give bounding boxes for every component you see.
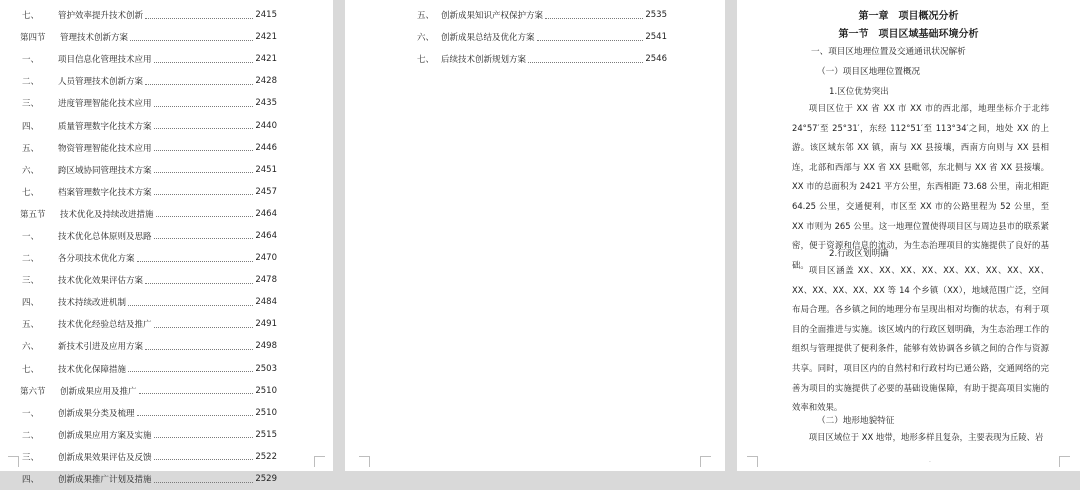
toc-entry-number: 三、: [22, 276, 40, 287]
toc-dot-leader: [154, 186, 254, 195]
toc-entry[interactable]: [345, 26, 725, 48]
toc-entry[interactable]: [0, 48, 333, 70]
heading-level-2: （一）项目区地理位置概况: [817, 67, 921, 77]
toc-entry-number: 三、: [22, 99, 40, 110]
toc-page-number: 2491: [255, 319, 277, 330]
page-footer-mark: .: [929, 457, 931, 464]
toc-section-entry[interactable]: [0, 26, 333, 48]
page-corner-mark: [359, 456, 370, 467]
toc-entry[interactable]: [0, 181, 333, 203]
toc-entry-number: 三、: [22, 452, 40, 463]
toc-entry-number: 第五节: [20, 209, 46, 220]
toc-dot-leader: [128, 297, 253, 306]
toc-entry-number: 四、: [22, 121, 40, 132]
toc-entry-title: 管护效率提升技术创新: [58, 11, 144, 22]
toc-page-number: 2510: [255, 385, 277, 396]
toc-page-number: 2464: [255, 230, 277, 241]
toc-entry-title: 跨区域协同管理技术方案: [58, 165, 152, 176]
toc-entry[interactable]: [0, 446, 333, 468]
toc-dot-leader: [139, 385, 254, 394]
toc-page-number: 2515: [255, 429, 277, 440]
page-corner-mark: [747, 456, 758, 467]
toc-dot-leader: [145, 76, 253, 85]
page-corner-mark: [1059, 456, 1070, 467]
document-page-3: [737, 0, 1080, 471]
toc-entry-number: 五、: [22, 143, 40, 154]
toc-dot-leader: [156, 208, 254, 217]
toc-page-number: 2535: [645, 10, 667, 21]
toc-dot-leader: [528, 54, 643, 63]
toc-entry-title: 技术优化及持续改进措施: [60, 209, 154, 220]
toc-page-number: 2464: [255, 208, 277, 219]
toc-entry-title: 技术优化效果评估方案: [58, 276, 144, 287]
toc-entry[interactable]: [0, 402, 333, 424]
toc-entry[interactable]: [0, 468, 333, 490]
toc-page-number: 2451: [255, 164, 277, 175]
toc-page-number: 2510: [255, 407, 277, 418]
toc-page-number: 2415: [255, 10, 277, 21]
toc-dot-leader: [154, 98, 254, 107]
toc-page-number: 2546: [645, 54, 667, 65]
toc-entry-title: 各分项技术优化方案: [58, 254, 135, 265]
toc-dot-leader: [545, 10, 643, 19]
toc-entry-title: 创新成果应用方案及实施: [58, 430, 152, 441]
toc-page-number: 2435: [255, 98, 277, 109]
page-corner-mark: [700, 456, 711, 467]
toc-dot-leader: [154, 451, 254, 460]
toc-dot-leader: [145, 341, 253, 350]
document-page-2: [345, 0, 725, 471]
toc-entry-title: 新技术引进及应用方案: [58, 342, 144, 353]
toc-entry-number: 七、: [22, 11, 40, 22]
body-paragraph: [792, 261, 1049, 418]
chapter-title: 第一章 项目概况分析: [858, 11, 959, 22]
toc-entry-number: 第六节: [20, 386, 46, 397]
toc-entry-number: 一、: [22, 231, 40, 242]
toc-page-number: 2478: [255, 275, 277, 286]
toc-page-number: 2541: [645, 32, 667, 43]
toc-entry[interactable]: [0, 358, 333, 380]
toc-dot-leader: [128, 363, 253, 372]
toc-entry-title: 技术优化保障措施: [58, 364, 127, 375]
toc-dot-leader: [154, 142, 254, 151]
toc-entry-number: 七、: [417, 55, 435, 66]
toc-dot-leader: [137, 253, 254, 262]
toc-dot-leader: [145, 10, 253, 19]
toc-dot-leader: [154, 54, 254, 63]
toc-section-entry[interactable]: [0, 203, 333, 225]
toc-page-number: 2421: [255, 54, 277, 65]
toc-entry-number: 二、: [22, 430, 40, 441]
toc-entry-title: 技术优化经验总结及推广: [58, 320, 152, 331]
toc-dot-leader: [537, 32, 644, 41]
toc-page-number: 2522: [255, 451, 277, 462]
toc-section-entry[interactable]: [0, 380, 333, 402]
toc-entry[interactable]: [0, 269, 333, 291]
toc-entry[interactable]: [0, 291, 333, 313]
toc-dot-leader: [137, 407, 254, 416]
table-of-contents: [0, 4, 333, 490]
toc-page-number: 2484: [255, 297, 277, 308]
toc-entry-title: 物资管理智能化技术应用: [58, 143, 152, 154]
heading-level-3: 1.区位优势突出: [829, 87, 889, 97]
toc-entry[interactable]: [0, 137, 333, 159]
heading-level-3: 2.行政区划明确: [829, 249, 889, 259]
toc-entry-number: 六、: [22, 342, 40, 353]
toc-entry[interactable]: [0, 424, 333, 446]
toc-entry-title: 创新成果推广计划及措施: [58, 475, 152, 486]
toc-entry[interactable]: [0, 70, 333, 92]
toc-dot-leader: [154, 319, 254, 328]
paragraph-admin-division: 项目区涵盖 XX、XX、XX、XX、XX、XX、XX、XX、XX、XX、XX、XX、XX、XX 等 14 个乡镇（XX），地域范围广泛，空间布局合理。各乡镇之间的地理分布呈现出相对均衡的状态，有利于项目的全面推进与实施。该区域内的行政区划明确，为生态治理工作的组织与管理提供了便利条件，能够有效协调各乡镇之间的合作与资源共享。同时，项目区内的自然村和行政村均已通公路，交通网络的完善为项目的实施提供了必要的基础设施保障，有助于提高项目实施的效率和效果。: [792, 265, 1049, 413]
section-title: 第一节 项目区域基础环境分析: [838, 29, 979, 40]
toc-page-number: 2428: [255, 76, 277, 87]
toc-entry[interactable]: [0, 247, 333, 269]
toc-entry-title: 创新成果分类及梳理: [58, 408, 135, 419]
table-of-contents: [345, 4, 725, 70]
toc-entry[interactable]: [0, 313, 333, 335]
toc-entry[interactable]: [0, 225, 333, 247]
heading-level-2: （二）地形地貌特征: [817, 416, 895, 426]
toc-entry[interactable]: [0, 159, 333, 181]
toc-page-number: 2446: [255, 142, 277, 153]
toc-entry-title: 档案管理数字化技术方案: [58, 187, 152, 198]
toc-page-number: 2503: [255, 363, 277, 374]
toc-dot-leader: [154, 120, 254, 129]
toc-entry[interactable]: [0, 114, 333, 136]
toc-entry-number: 第四节: [20, 33, 46, 44]
paragraph-terrain: 项目区域位于 XX 地带，地形多样且复杂，主要表现为丘陵、岩: [808, 432, 1044, 442]
toc-page-number: 2421: [255, 32, 277, 43]
toc-entry-title: 技术持续改进机制: [58, 298, 127, 309]
toc-entry[interactable]: [345, 48, 725, 70]
toc-page-number: 2440: [255, 120, 277, 131]
toc-entry-title: 后续技术创新规划方案: [441, 55, 527, 66]
toc-page-number: 2498: [255, 341, 277, 352]
toc-entry-number: 五、: [417, 11, 435, 22]
body-paragraph: [792, 428, 1049, 448]
toc-dot-leader: [154, 474, 254, 483]
toc-page-number: 2470: [255, 253, 277, 264]
toc-entry-number: 一、: [22, 55, 40, 66]
toc-entry-title: 创新成果效果评估及反馈: [58, 452, 152, 463]
toc-page-number: 2457: [255, 186, 277, 197]
toc-entry-title: 创新成果应用及推广: [60, 386, 137, 397]
toc-entry[interactable]: [0, 4, 333, 26]
toc-dot-leader: [145, 275, 253, 284]
toc-entry-number: 四、: [22, 475, 40, 486]
toc-entry-number: 六、: [417, 33, 435, 44]
toc-entry-title: 进度管理智能化技术应用: [58, 99, 152, 110]
toc-dot-leader: [154, 164, 254, 173]
toc-entry-number: 一、: [22, 408, 40, 419]
toc-dot-leader: [154, 429, 254, 438]
heading-level-1: 一、项目区地理位置及交通通讯状况解析: [811, 47, 966, 57]
toc-entry-number: 四、: [22, 298, 40, 309]
paragraph-location: 项目区位于 XX 省 XX 市 XX 市的西北部，地理坐标介于北纬 24°57′至 25°31′，东经 112°51′至 113°34′之间，地处 XX 的上游。该区域东邻 XX 镇，南与 XX 县接壤，西南方向则与 XX 县相连，北部和西部与 XX 省 XX 县毗邻，东北侧与 XX 省 XX 县接壤。XX 市的总面积为 2421 平方公里，东西相距 73.68 公里，南北相距 64.25 公里，交通便利，市区至 XX 市的公路里程为 52 公里，至 XX 市则为 265 公里。这一地理位置使得项目区与周边县市的联系紧密，便于资源和信息的流动，为生态治理项目的实施提供了良好的基础。: [792, 103, 1049, 270]
toc-entry-number: 二、: [22, 254, 40, 265]
toc-page-number: 2529: [255, 474, 277, 485]
toc-entry-title: 创新成果知识产权保护方案: [441, 11, 544, 22]
toc-entry-title: 人员管理技术创新方案: [58, 77, 144, 88]
toc-entry-title: 创新成果总结及优化方案: [441, 33, 535, 44]
toc-entry-title: 技术优化总体原则及思路: [58, 231, 152, 242]
toc-entry-number: 六、: [22, 165, 40, 176]
toc-entry-title: 管理技术创新方案: [60, 33, 129, 44]
toc-entry-number: 七、: [22, 364, 40, 375]
toc-entry-number: 五、: [22, 320, 40, 331]
toc-entry[interactable]: [0, 335, 333, 357]
toc-entry[interactable]: [0, 92, 333, 114]
toc-entry[interactable]: [345, 4, 725, 26]
toc-entry-title: 项目信息化管理技术应用: [58, 55, 152, 66]
toc-entry-number: 二、: [22, 77, 40, 88]
toc-entry-title: 质量管理数字化技术方案: [58, 121, 152, 132]
toc-entry-number: 七、: [22, 187, 40, 198]
toc-dot-leader: [154, 230, 254, 239]
toc-dot-leader: [130, 32, 253, 41]
document-page-1: [0, 0, 333, 486]
